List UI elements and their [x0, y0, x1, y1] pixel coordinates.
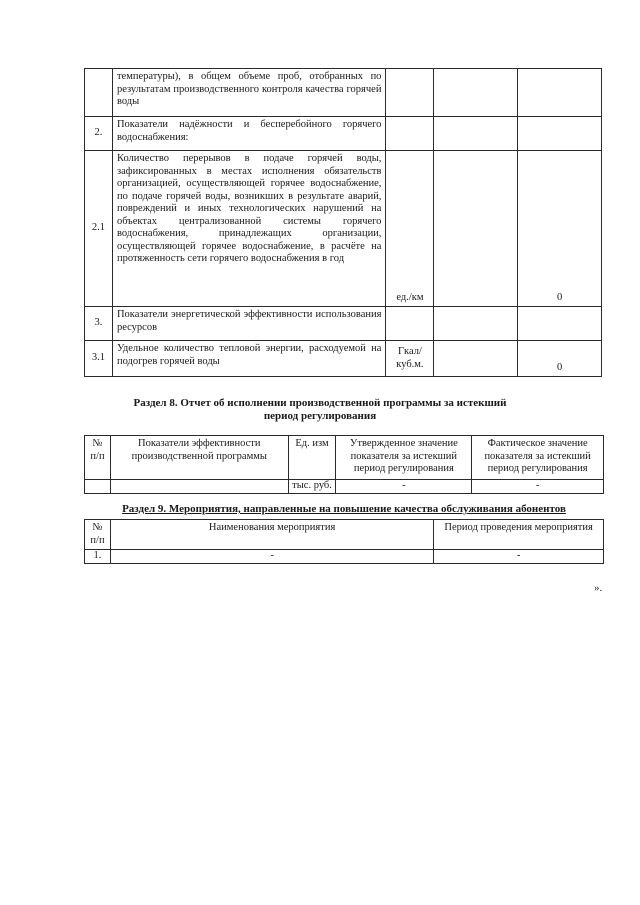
value-cell: [434, 341, 518, 377]
header-num: № п/п: [85, 520, 111, 550]
closing-mark: ».: [594, 582, 603, 594]
table-row: [85, 480, 604, 494]
indicators-table: [84, 68, 602, 377]
row-number: [85, 69, 113, 117]
indicator-text: Показатели надёжности и бесперебойного горячего водоснабжения:: [112, 117, 385, 151]
table-header-row: [85, 520, 604, 550]
value-cell: [434, 151, 518, 307]
table-row: [85, 550, 604, 564]
header-name: Наименования мероприятия: [110, 520, 433, 550]
value-cell: 0: [518, 341, 602, 377]
indicator-text: температуры), в общем объеме проб, отобранных по результатам производственного контроля качества горячей воды: [112, 69, 385, 117]
unit-cell: тыс. руб.: [288, 480, 336, 494]
unit-cell: [386, 307, 434, 341]
table-row: [85, 307, 602, 341]
section-8-table: [84, 435, 604, 494]
measure-period: -: [434, 550, 604, 564]
indicator-text: Количество перерывов в подаче горячей воды, зафиксированных в местах исполнения обязательств организацией, осуществляющей горячее водоснабжение, по подаче горячей воды, возникших в результате аварий, повреждений и иных технологических нарушений на объектах централизованной системы горячего водоснабжения, принадлежащих организации, осуществляющей горячее водоснабжение, в расчёте на протяженность сети горячего водоснабжения в год: [112, 151, 385, 307]
row-number: 3.: [85, 307, 113, 341]
value-cell: 0: [518, 151, 602, 307]
value-cell: [518, 117, 602, 151]
table-row: [85, 151, 602, 307]
indicator-cell: [110, 480, 288, 494]
approved-value: -: [336, 480, 472, 494]
table-row: [85, 341, 602, 377]
header-period: Период проведения мероприятия: [434, 520, 604, 550]
table-row: [85, 69, 602, 117]
value-cell: [518, 69, 602, 117]
row-number: [85, 480, 111, 494]
section-9-title: Раздел 9. Мероприятия, направленные на повышение качества обслуживания абонентов: [122, 503, 566, 515]
header-indicator: Показатели эффективности производственной программы: [110, 436, 288, 480]
section-9-table: [84, 519, 604, 564]
value-cell: [434, 69, 518, 117]
header-approved: Утвержденное значение показателя за истекший период регулирования: [336, 436, 472, 480]
row-number: 2.: [85, 117, 113, 151]
indicator-text: Показатели энергетической эффективности использования ресурсов: [112, 307, 385, 341]
table-header-row: [85, 436, 604, 480]
value-cell: [434, 307, 518, 341]
actual-value: -: [472, 480, 604, 494]
section-8-title: Раздел 8. Отчет об исполнении производственной программы за истекший период регулирования: [133, 397, 507, 422]
row-number: 2.1: [85, 151, 113, 307]
value-cell: [434, 117, 518, 151]
value-cell: [518, 307, 602, 341]
header-unit: Ед. изм: [288, 436, 336, 480]
unit-cell: Гкал/ куб.м.: [386, 341, 434, 377]
unit-cell: [386, 117, 434, 151]
indicator-text: Удельное количество тепловой энергии, расходуемой на подогрев горячей воды: [112, 341, 385, 377]
table-row: [85, 117, 602, 151]
header-num: № п/п: [85, 436, 111, 480]
row-number: 1.: [85, 550, 111, 564]
row-number: 3.1: [85, 341, 113, 377]
unit-cell: [386, 69, 434, 117]
measure-name: -: [110, 550, 433, 564]
header-actual: Фактическое значение показателя за истекший период регулирования: [472, 436, 604, 480]
unit-cell: ед./км: [386, 151, 434, 307]
